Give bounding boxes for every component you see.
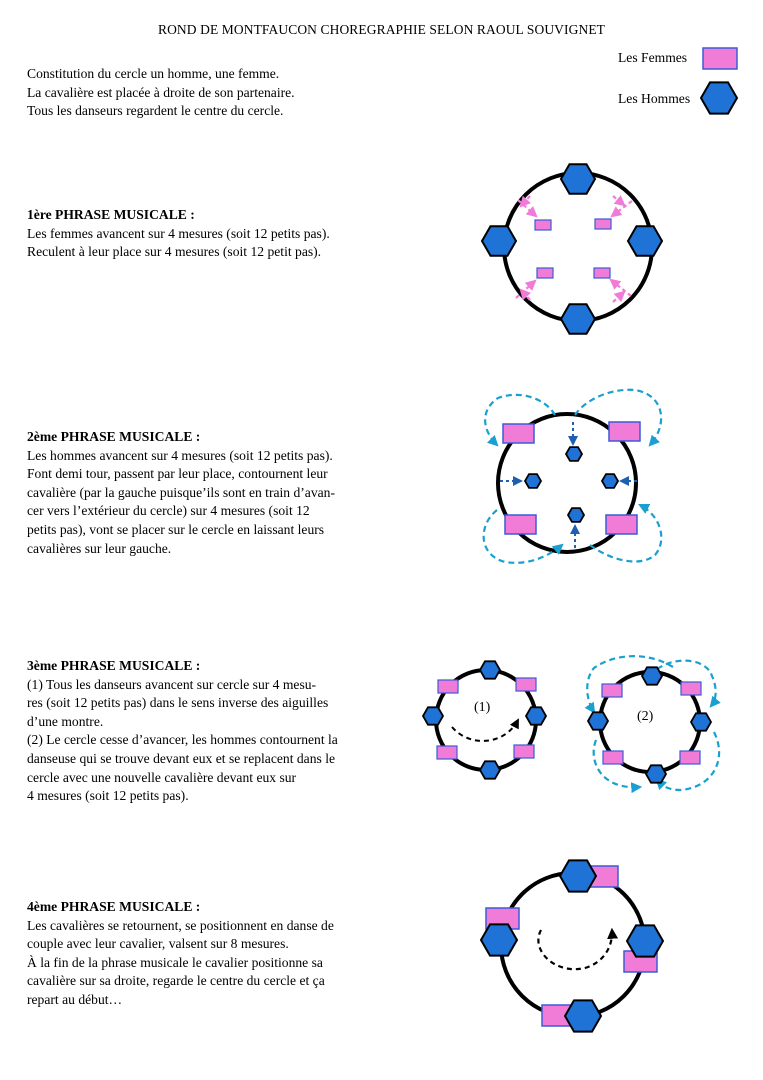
phrase-3-line: (2) Le cercle cesse d’avancer, les hommes contournent la: [27, 732, 338, 748]
man-hexagon: [561, 304, 595, 333]
figure-phrase-3-step-2: [587, 656, 719, 790]
man-hexagon: [568, 508, 584, 522]
phrase-2-line: petits pas), vont se placer sur le cercle en laissant leurs: [27, 521, 325, 537]
man-hexagon: [482, 226, 516, 255]
man-hexagon: [480, 761, 500, 778]
phrase-1-line: Reculent à leur place sur 4 mesures (soit 12 petit pas).: [27, 244, 322, 260]
woman-rect: [537, 268, 553, 278]
man-hexagon: [627, 925, 663, 956]
woman-rect: [437, 746, 457, 759]
woman-rect: [609, 422, 640, 441]
phrase-4-line: couple avec leur cavalier, valsent sur 8 mesures.: [27, 936, 289, 952]
woman-rect: [438, 680, 458, 693]
intro-line: Tous les danseurs regardent le centre du cercle.: [27, 103, 284, 119]
phrase-4-line: À la fin de la phrase musicale le cavalier positionne sa: [27, 954, 323, 970]
phrase-2-line: cer vers l’extérieur du cercle) sur 4 mesures (soit 12: [27, 503, 310, 519]
woman-rect: [595, 219, 611, 229]
phrase-2-line: cavalières sur leur gauche.: [27, 540, 172, 556]
woman-rect: [503, 424, 534, 443]
phrase-2-line: Les hommes avancent sur 4 mesures (soit 12 petits pas).: [27, 447, 333, 463]
man-hexagon: [691, 713, 711, 730]
legend-men-symbol: [701, 82, 737, 113]
phrase-3-line: res (soit 12 petits pas) dans le sens inverse des aiguilles: [27, 695, 329, 711]
phrase-1-heading: 1ère PHRASE MUSICALE :: [27, 207, 195, 222]
man-hexagon: [526, 707, 546, 724]
phrase-4-line: repart au début…: [27, 991, 123, 1007]
man-hexagon: [565, 1000, 601, 1031]
man-hexagon: [566, 447, 582, 461]
woman-rect: [681, 682, 701, 695]
woman-rect: [603, 751, 623, 764]
man-hexagon: [628, 226, 662, 255]
man-hexagon: [525, 474, 541, 488]
woman-rect: [606, 515, 637, 534]
figure-phrase-1: [482, 164, 662, 333]
phrase-2-line: cavalière (par la gauche puisque’ils sont en train d’avan-: [27, 484, 335, 500]
intro-line: Constitution du cercle un homme, une femme.: [27, 66, 280, 81]
man-hexagon: [642, 667, 662, 684]
phrase-3-heading: 3ème PHRASE MUSICALE :: [27, 658, 201, 673]
step-2-label: (2): [637, 709, 654, 724]
man-hexagon: [602, 474, 618, 488]
legend-women-label: Les Femmes: [618, 50, 688, 65]
phrase-2-heading: 2ème PHRASE MUSICALE :: [27, 429, 201, 444]
phrase-3-line: 4 mesures (soit 12 petits pas).: [27, 788, 189, 804]
phrase-4-line: Les cavalières se retournent, se positionnent en danse de: [27, 917, 334, 933]
figure-phrase-2: [484, 390, 662, 563]
legend-women-symbol: [703, 48, 737, 69]
phrase-3-line: danseuse qui se trouve devant eux et se replacent dans le: [27, 750, 336, 766]
woman-rect: [516, 678, 536, 691]
intro-line: La cavalière est placée à droite de son partenaire.: [27, 84, 295, 100]
man-hexagon: [588, 712, 608, 729]
figure-phrase-3-step-1: [423, 661, 546, 778]
man-hexagon: [423, 707, 443, 724]
woman-rect: [594, 268, 610, 278]
woman-rect: [680, 751, 700, 764]
page-title: ROND DE MONTFAUCON CHOREGRAPHIE SELON RAOUL SOUVIGNET: [157, 22, 606, 37]
phrase-4-heading: 4ème PHRASE MUSICALE :: [27, 899, 201, 914]
phrase-3-line: cercle avec une nouvelle cavalière devant eux sur: [27, 769, 297, 785]
man-hexagon: [560, 860, 596, 891]
woman-rect: [535, 220, 551, 230]
man-hexagon: [480, 661, 500, 678]
phrase-2-line: Font demi tour, passent par leur place, contournent leur: [27, 466, 328, 482]
man-hexagon: [646, 765, 666, 782]
woman-rect: [602, 684, 622, 697]
figure-phrase-4: [481, 860, 663, 1031]
phrase-3-line: (1) Tous les danseurs avancent sur cercle sur 4 mesu-: [27, 676, 317, 692]
phrase-3-line: d’une montre.: [27, 713, 104, 729]
man-hexagon: [481, 924, 517, 955]
woman-rect: [505, 515, 536, 534]
phrase-1-line: Les femmes avancent sur 4 mesures (soit 12 petits pas).: [27, 225, 330, 241]
man-hexagon: [561, 164, 595, 193]
step-1-label: (1): [474, 700, 491, 715]
woman-rect: [514, 745, 534, 758]
phrase-4-line: cavalière sur sa droite, regarde le centre du cercle et ça: [27, 973, 325, 989]
legend-men-label: Les Hommes: [618, 91, 691, 106]
